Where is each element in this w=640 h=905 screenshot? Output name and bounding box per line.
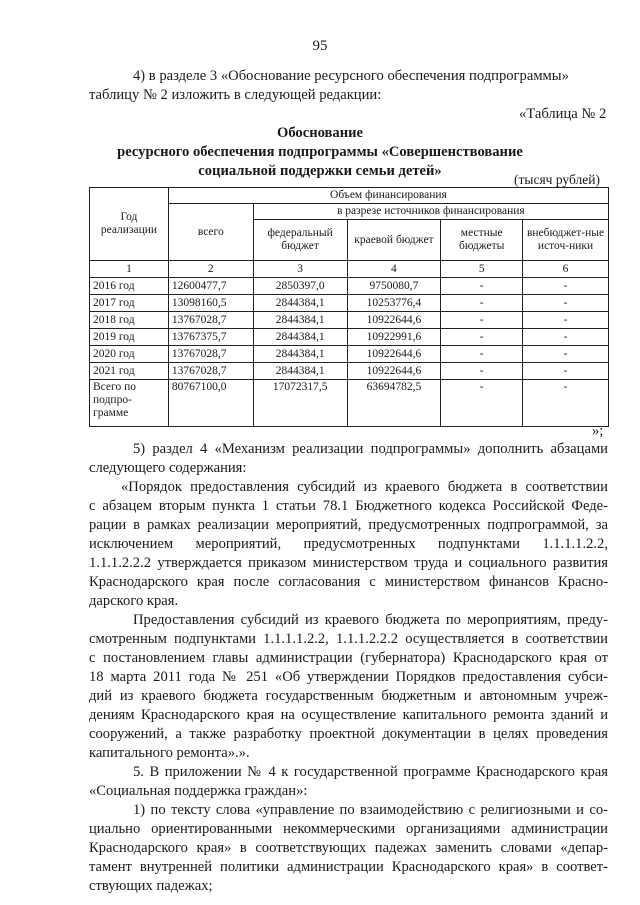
para3-line: «Социальная поддержка граждан»: xyxy=(89,783,308,799)
cell-extra: - xyxy=(523,329,609,346)
cell-local: - xyxy=(441,363,523,380)
table-row xyxy=(90,363,609,380)
cell-federal: 2844384,1 xyxy=(253,363,347,380)
cell-regional: 9750080,7 xyxy=(347,278,441,295)
item4-line2: таблицу № 2 изложить в следующей редакции: xyxy=(89,87,382,103)
cell-year: 2016 год xyxy=(90,278,169,295)
para1-line: дарского края. xyxy=(89,593,179,609)
table-row-total xyxy=(90,380,609,427)
para1-line: «Порядок предоставления субсидий из краевого бюджета в соответствии xyxy=(121,479,608,495)
column-number: 6 xyxy=(523,261,609,278)
units-label: (тысяч рублей) xyxy=(514,172,600,187)
cell-extra: - xyxy=(523,346,609,363)
header-local: местные бюджеты xyxy=(441,220,523,261)
item5-line1: 5) раздел 4 «Механизм реализации подпрограммы» дополнить абзацами xyxy=(133,441,608,457)
para4-line: циально ориентированными некоммерческими организациями администрации xyxy=(89,821,608,837)
cell-extra: - xyxy=(523,295,609,312)
page-number: 95 xyxy=(312,38,328,54)
cell-local: - xyxy=(441,312,523,329)
item5-line2: следующего содержания: xyxy=(89,460,247,476)
cell-regional: 63694782,5 xyxy=(347,380,441,427)
cell-regional: 10922644,6 xyxy=(347,363,441,380)
para2-line: капитального ремонта».». xyxy=(89,745,250,761)
para2-line: с постановлением главы администрации (губернатора) Краснодарского края от xyxy=(89,650,608,666)
cell-federal: 2844384,1 xyxy=(253,295,347,312)
cell-year: 2019 год xyxy=(90,329,169,346)
cell-local: - xyxy=(441,295,523,312)
cell-extra: - xyxy=(523,363,609,380)
header-year: Год реализации xyxy=(90,188,169,261)
cell-total: 13767028,7 xyxy=(168,363,253,380)
cell-total: 12600477,7 xyxy=(168,278,253,295)
column-number: 3 xyxy=(253,261,347,278)
cell-federal: 2844384,1 xyxy=(253,329,347,346)
para2-line: 18 марта 2011 года № 251 «Об утверждении Порядков предоставления субси- xyxy=(89,669,608,685)
header-volume: Объем финансирования xyxy=(168,188,608,204)
header-federal: федеральный бюджет xyxy=(253,220,347,261)
cell-year: Всего по подпро-грамме xyxy=(90,380,169,427)
para2-line: дий из краевого бюджета государственным бюджетным и автономным учреж- xyxy=(89,688,608,704)
financing-table xyxy=(89,187,609,427)
para4-line: Краснодарского края» в соответствующих падежах заменить словами «депар- xyxy=(89,840,608,856)
heading-line2: ресурсного обеспечения подпрограммы «Совершенствование xyxy=(117,144,523,160)
cell-regional: 10922644,6 xyxy=(347,346,441,363)
para2-line: дениям Краснодарского края на осуществление капитального ремонта зданий и xyxy=(89,707,608,723)
column-number: 4 xyxy=(347,261,441,278)
para1-line: 1.1.1.2.2.2 утверждается приказом министерством труда и социального развития xyxy=(89,555,608,571)
column-number: 1 xyxy=(90,261,169,278)
para2-line: смотренным подпунктами 1.1.1.1.2.2, 1.1.1.2.2.2 осуществляется в соответствии xyxy=(89,631,608,647)
para3-line: 5. В приложении № 4 к государственной программе Краснодарского края xyxy=(133,764,608,780)
cell-year: 2018 год xyxy=(90,312,169,329)
para1-line: с абзацем вторым пункта 1 статьи 78.1 Бюджетного кодекса Российской Феде- xyxy=(89,498,608,514)
table-row xyxy=(90,329,609,346)
para1-line: рации в рамках реализации мероприятий, предусмотренных подпрограммой, за xyxy=(89,517,608,533)
cell-total: 13767028,7 xyxy=(168,346,253,363)
para4-line: 1) по тексту слова «управление по взаимодействию с религиозными и со- xyxy=(133,802,608,818)
header-regional: краевой бюджет xyxy=(347,220,441,261)
cell-year: 2017 год xyxy=(90,295,169,312)
closing-quote: »; xyxy=(592,423,604,439)
cell-extra: - xyxy=(523,312,609,329)
cell-regional: 10253776,4 xyxy=(347,295,441,312)
para2-line: сооружений, а также разработку проектной документации в целях проведения xyxy=(89,726,608,742)
item4-line1: 4) в разделе 3 «Обоснование ресурсного обеспечения подпрограммы» xyxy=(133,68,569,84)
cell-regional: 10922991,6 xyxy=(347,329,441,346)
cell-total: 13767028,7 xyxy=(168,312,253,329)
header-extra: внебюджет-ные источ-ники xyxy=(523,220,609,261)
para2-line: Предоставления субсидий из краевого бюджета по мероприятиям, преду- xyxy=(133,612,608,628)
header-total: всего xyxy=(168,204,253,261)
cell-local: - xyxy=(441,278,523,295)
cell-year: 2020 год xyxy=(90,346,169,363)
cell-total: 80767100,0 xyxy=(168,380,253,427)
para1-line: исключением мероприятий, предусмотренных подпунктами 1.1.1.1.2.2, xyxy=(89,536,608,552)
cell-local: - xyxy=(441,380,523,427)
table-row xyxy=(90,346,609,363)
column-number-row xyxy=(90,261,609,278)
table-row xyxy=(90,295,609,312)
cell-local: - xyxy=(441,346,523,363)
cell-extra: - xyxy=(523,380,609,427)
column-number: 2 xyxy=(168,261,253,278)
cell-federal: 2850397,0 xyxy=(253,278,347,295)
cell-extra: - xyxy=(523,278,609,295)
header-sources: в разрезе источников финансирования xyxy=(253,204,608,220)
table-reference: «Таблица № 2 xyxy=(519,106,607,122)
cell-local: - xyxy=(441,329,523,346)
table-row xyxy=(90,278,609,295)
column-number: 5 xyxy=(441,261,523,278)
para4-line: ствующих падежах; xyxy=(89,878,213,894)
cell-federal: 2844384,1 xyxy=(253,312,347,329)
cell-federal: 2844384,1 xyxy=(253,346,347,363)
para4-line: тамент внутренней политики администрации Краснодарского края» в соответ- xyxy=(89,859,608,875)
cell-year: 2021 год xyxy=(90,363,169,380)
heading-line1: Обоснование xyxy=(276,125,364,141)
cell-total: 13767375,7 xyxy=(168,329,253,346)
cell-total: 13098160,5 xyxy=(168,295,253,312)
cell-federal: 17072317,5 xyxy=(253,380,347,427)
cell-regional: 10922644,6 xyxy=(347,312,441,329)
table-row xyxy=(90,312,609,329)
heading-line3: социальной поддержки семьи детей» xyxy=(198,163,442,179)
para1-line: Краснодарского края после согласования с министерством финансов Красно- xyxy=(89,574,608,590)
